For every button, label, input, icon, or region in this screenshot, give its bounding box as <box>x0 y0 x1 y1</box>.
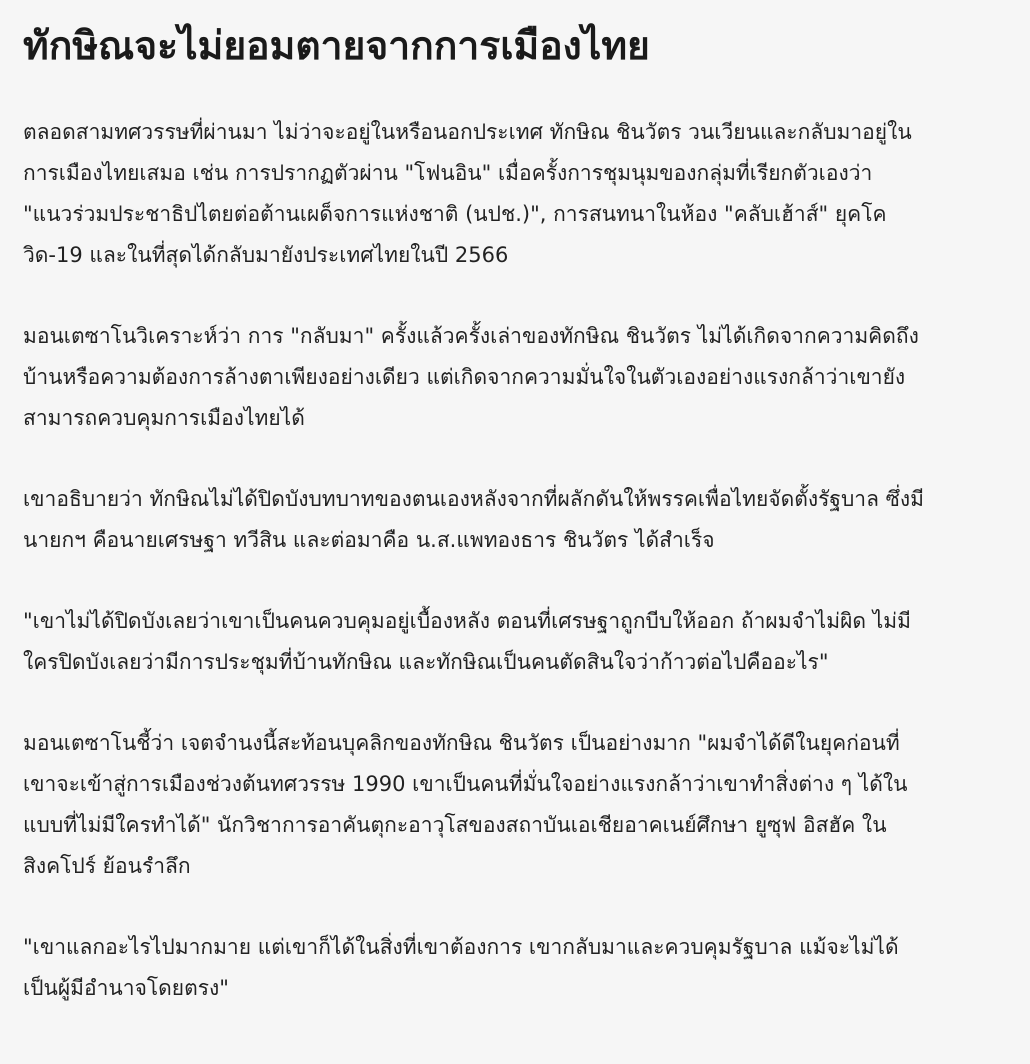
article-paragraph-1: ตลอดสามทศวรรษที่ผ่านมา ไม่ว่าจะอยู่ในหรือนอกประเทศ ทักษิณ ชินวัตร วนเวียนและกลับมาอยู่ในการเมืองไทยเสมอ เช่น การปรากฏตัวผ่าน "โฟนอิน" เมื่อครั้งการชุมนุมของกลุ่มที่เรียกตัวเองว่า "แนวร่วมประชาธิปไตยต่อต้านเผด็จการแห่งชาติ (นปช.)", การสนทนาในห้อง "คลับเฮ้าส์" ยุคโควิด-19 และในที่สุดได้กลับมายังประเทศไทยในปี 2566 <box>23 120 912 267</box>
article-paragraph-2: มอนเตซาโนวิเคราะห์ว่า การ "กลับมา" ครั้งแล้วครั้งเล่าของทักษิณ ชินวัตร ไม่ได้เกิดจากความคิดถึงบ้านหรือความต้องการล้างตาเพียงอย่างเดียว แต่เกิดจากความมั่นใจในตัวเองอย่างแรงกล้าว่าเขายังสามารถควบคุมการเมืองไทยได้ <box>23 324 919 430</box>
article-headline: ทักษิณจะไม่ยอมตายจากการเมืองไทย <box>23 24 650 69</box>
article-paragraph-4-quote: "เขาไม่ได้ปิดบังเลยว่าเขาเป็นคนควบคุมอยู่เบื้องหลัง ตอนที่เศรษฐาถูกบีบให้ออก ถ้าผมจำไม่ผิด ไม่มีใครปิดบังเลยว่ามีการประชุมที่บ้านทักษิณ และทักษิณเป็นคนตัดสินใจว่าก้าวต่อไปคืออะไร" <box>23 609 911 674</box>
article-paragraph-5: มอนเตซาโนชี้ว่า เจตจำนงนี้สะท้อนบุคลิกของทักษิณ ชินวัตร เป็นอย่างมาก "ผมจำได้ดีในยุคก่อนที่เขาจะเข้าสู่การเมืองช่วงต้นทศวรรษ 1990 เขาเป็นคนที่มั่นใจอย่างแรงกล้าว่าเขาทำสิ่งต่าง ๆ ได้ในแบบที่ไม่มีใครทำได้" นักวิชาการอาคันตุกะอาวุโสของสถาบันเอเชียอาคเนย์ศึกษา ยูซุฟ อิสฮัค ในสิงคโปร์ ย้อนรำลึก <box>23 731 908 878</box>
article-paragraph-6-quote: "เขาแลกอะไรไปมากมาย แต่เขาก็ได้ในสิ่งที่เขาต้องการ เขากลับมาและควบคุมรัฐบาล แม้จะไม่ได้เป็นผู้มีอำนาจโดยตรง" <box>23 935 899 1000</box>
article-paragraph-3: เขาอธิบายว่า ทักษิณไม่ได้ปิดบังบทบาทของตนเองหลังจากที่ผลักดันให้พรรคเพื่อไทยจัดตั้งรัฐบาล ซึ่งมีนายกฯ คือนายเศรษฐา ทวีสิน และต่อมาคือ น.ส.แพทองธาร ชินวัตร ได้สำเร็จ <box>23 487 924 552</box>
